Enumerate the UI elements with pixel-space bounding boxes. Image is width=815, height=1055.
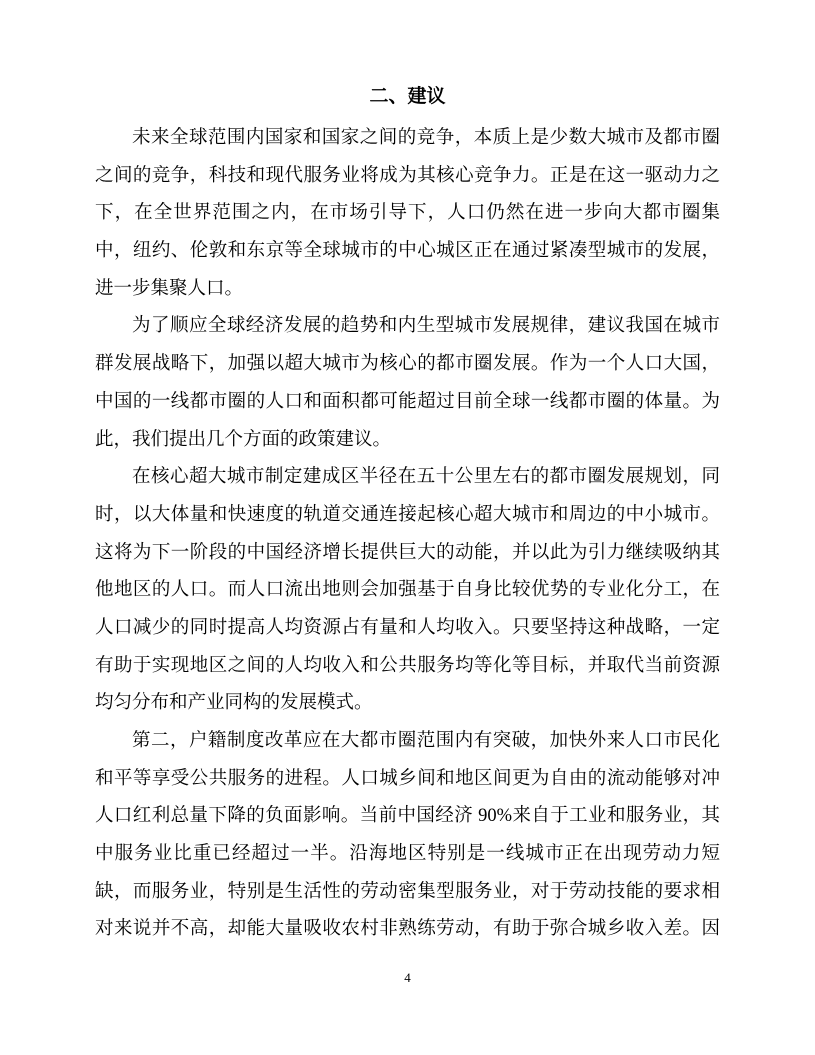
- document-body: [95, 120, 720, 949]
- text-line: 中国的一线都市圈的人口和面积都可能超过目前全球一线都市圈的体量。为: [95, 391, 720, 412]
- text-line: 为了顺应全球经济发展的趋势和内生型城市发展规律，建议我国在城市: [132, 316, 720, 337]
- text-line: 在核心超大城市制定建成区半径在五十公里左右的都市圈发展规划，同: [132, 467, 720, 488]
- text-line: 进一步集聚人口。: [95, 278, 244, 299]
- text-line: 对来说并不高，却能大量吸收农村非熟练劳动，有助于弥合城乡收入差。因: [95, 919, 720, 940]
- text-line: 时，以大体量和快速度的轨道交通连接起核心超大城市和周边的中小城市。: [95, 504, 720, 525]
- text-line: 此，我们提出几个方面的政策建议。: [95, 429, 392, 450]
- text-line: 有助于实现地区之间的人均收入和公共服务均等化等目标，并取代当前资源: [95, 655, 720, 676]
- text-line: 下，在全世界范围之内，在市场引导下，人口仍然在进一步向大都市圈集: [95, 203, 720, 224]
- text-line: 中服务业比重已经超过一半。沿海地区特别是一线城市正在出现劳动力短: [95, 844, 720, 865]
- text-line: 人口减少的同时提高人均资源占有量和人均收入。只要坚持这种战略，一定: [95, 617, 720, 638]
- paragraph-1: [95, 120, 720, 308]
- paragraph-3: [95, 459, 720, 723]
- text-line: 均匀分布和产业同构的发展模式。: [95, 693, 373, 714]
- text-line: 第二，户籍制度改革应在大都市圈范围内有突破，加快外来人口市民化: [132, 731, 720, 751]
- page-number: 4: [404, 970, 411, 985]
- text-line: 未来全球范围内国家和国家之间的竞争，本质上是少数大城市及都市圈: [132, 128, 720, 148]
- text-line: 缺，而服务业，特别是生活性的劳动密集型服务业，对于劳动技能的要求相: [95, 881, 720, 902]
- text-line: 之间的竞争，科技和现代服务业将成为其核心竞争力。正是在这一驱动力之: [95, 165, 720, 186]
- paragraph-2: [95, 308, 720, 459]
- text-line: 他地区的人口。而人口流出地则会加强基于自身比较优势的专业化分工，在: [95, 580, 720, 601]
- text-line: 中，纽约、伦敦和东京等全球城市的中心城区正在通过紧凑型城市的发展，: [95, 241, 720, 262]
- text-line: 和平等享受公共服务的进程。人口城乡间和地区间更为自由的流动能够对冲: [95, 768, 720, 789]
- text-line: 这将为下一阶段的中国经济增长提供巨大的动能，并以此为引力继续吸纳其: [95, 542, 720, 563]
- section-heading: 二、建议: [369, 85, 446, 107]
- text-line: 群发展战略下，加强以超大城市为核心的都市圈发展。作为一个人口大国，: [95, 354, 720, 375]
- text-line: 人口红利总量下降的负面影响。当前中国经济 90%来自于工业和服务业，其: [95, 806, 720, 827]
- paragraph-4: [95, 723, 720, 949]
